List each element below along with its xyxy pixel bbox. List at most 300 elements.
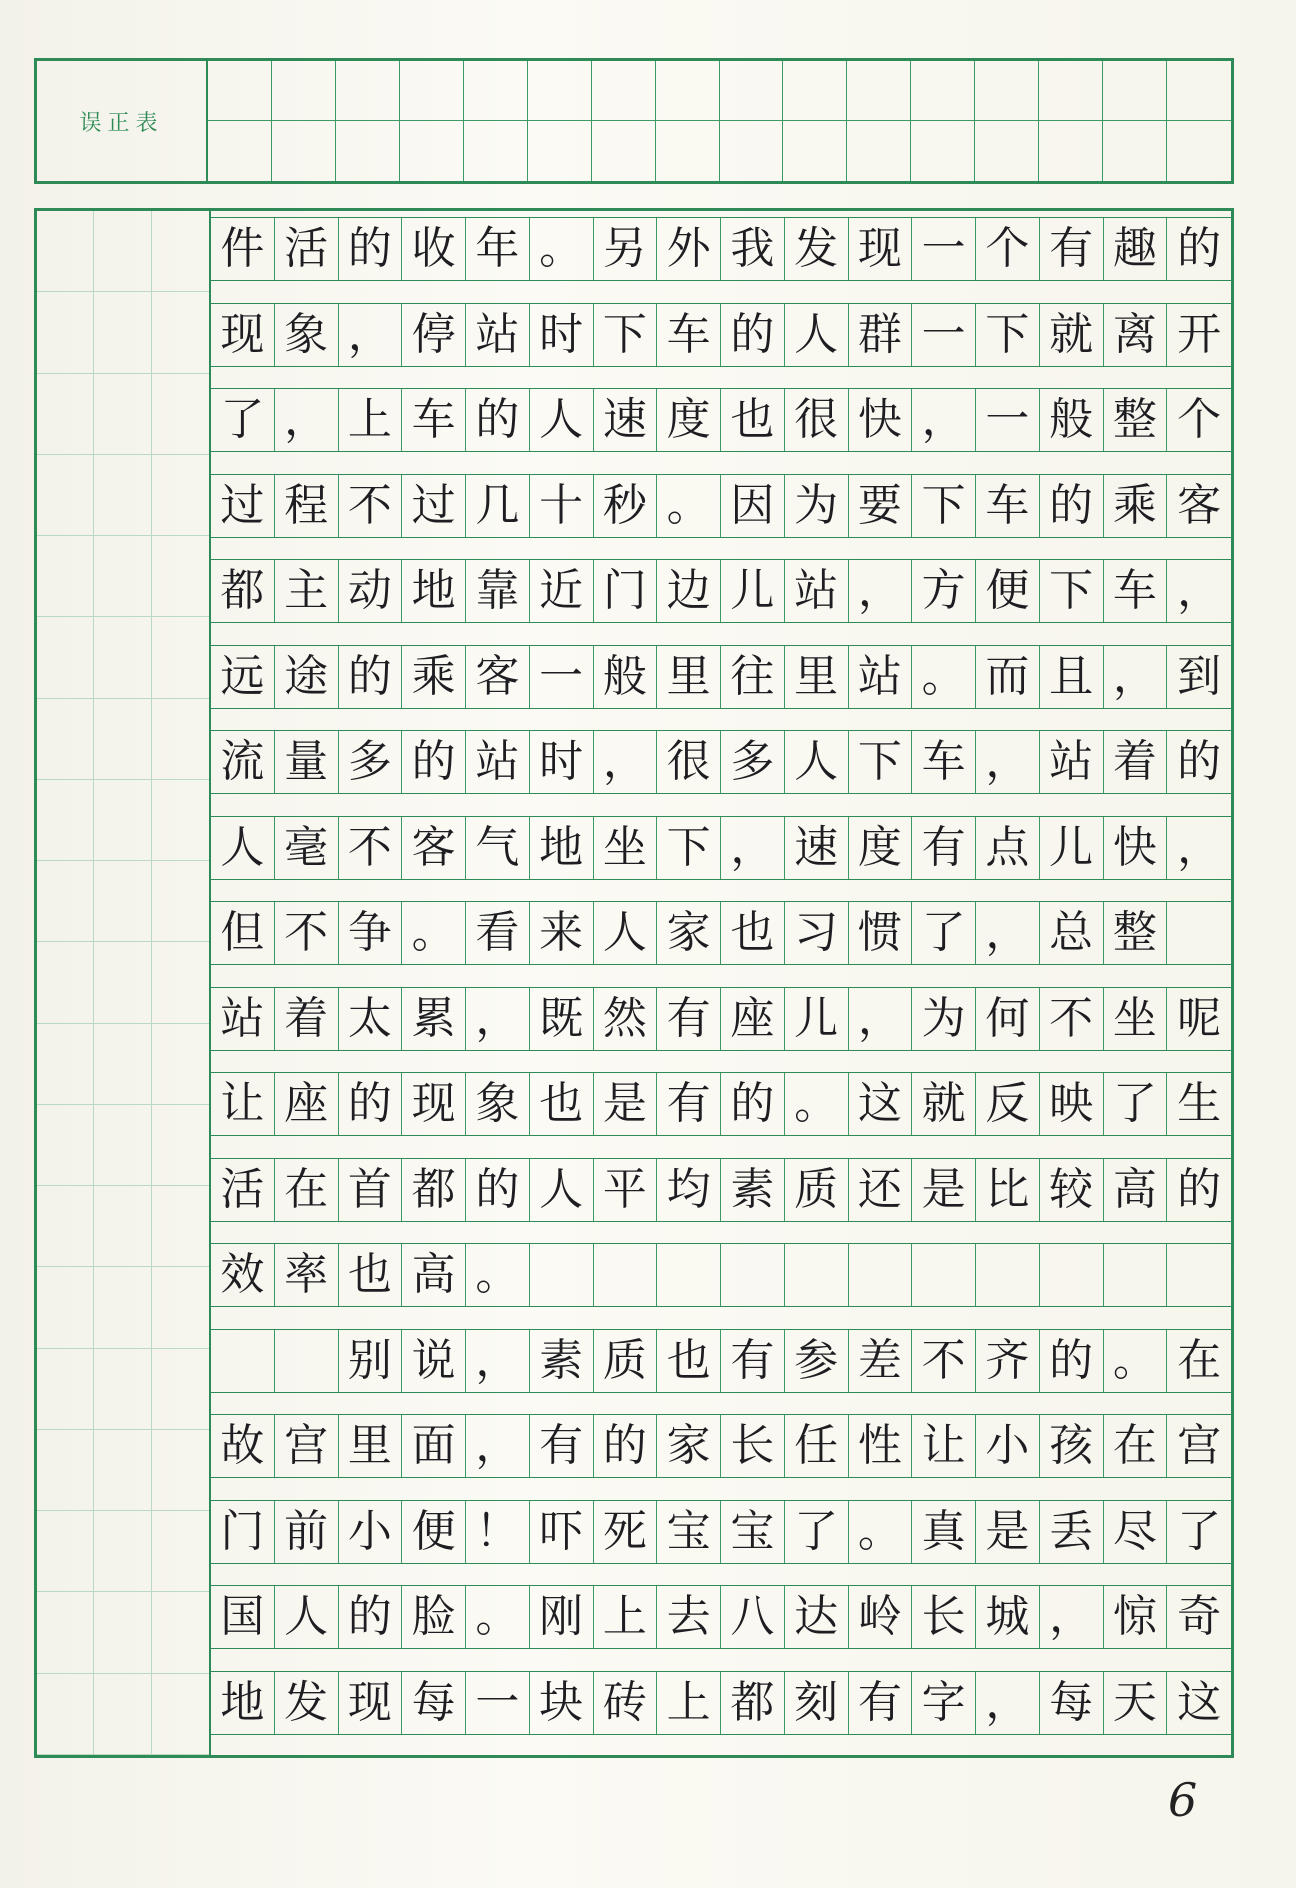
margin-cell	[152, 1024, 209, 1105]
character-cell: 的	[721, 304, 785, 366]
margin-cell	[152, 1349, 209, 1430]
character-cell: 习	[785, 902, 849, 964]
margin-cell	[152, 1105, 209, 1186]
character-cell: 车	[976, 475, 1040, 537]
character-cell: ！	[466, 1501, 530, 1563]
margin-cell	[37, 1105, 94, 1186]
character-cell: ，	[849, 988, 913, 1050]
character-cell: 发	[785, 218, 849, 280]
character-cell: 乘	[402, 646, 466, 708]
character-cell: 就	[912, 1073, 976, 1135]
margin-cell	[94, 1349, 151, 1430]
character-cell: 也	[657, 1330, 721, 1392]
character-cell: 这	[1177, 1676, 1222, 1728]
character-cell	[657, 1244, 721, 1306]
margin-cell	[37, 1024, 94, 1105]
margin-cell	[152, 292, 209, 373]
character-cell: 多	[339, 731, 403, 793]
character-cell: 现	[211, 304, 275, 366]
character-cell: 长	[721, 1415, 785, 1477]
character-cell: 为	[785, 475, 849, 537]
character-cell: 率	[275, 1244, 339, 1306]
character-cell: 客	[402, 817, 466, 879]
character-cell: 主	[275, 560, 339, 622]
character-cell: 不	[339, 817, 403, 879]
character-cell: ，	[466, 988, 530, 1050]
correction-cell	[272, 121, 336, 181]
character-cell: 门	[594, 560, 658, 622]
correction-table	[34, 58, 1234, 184]
character-cell: 速	[785, 817, 849, 879]
character-cell: 的	[339, 1073, 403, 1135]
margin-cell	[37, 292, 94, 373]
correction-cell	[336, 61, 400, 121]
character-cell: 齐	[976, 1330, 1040, 1392]
character-cell: 的	[1040, 475, 1104, 537]
character-cell: 下	[657, 817, 721, 879]
character-cell	[785, 1244, 849, 1306]
character-cell: ，	[1040, 1586, 1104, 1648]
character-cell: 门	[211, 1501, 275, 1563]
character-cell: 的	[402, 731, 466, 793]
character-cell: 差	[849, 1330, 913, 1392]
character-cell: 了	[785, 1501, 849, 1563]
character-cell: 快	[1104, 817, 1168, 879]
character-cell	[849, 1244, 913, 1306]
character-cell: 八	[721, 1586, 785, 1648]
character-cell: 很	[785, 389, 849, 451]
character-cell: ，	[721, 817, 785, 879]
character-cell: 下	[912, 475, 976, 537]
character-cell: 上	[339, 389, 403, 451]
character-cell: 的	[466, 1159, 530, 1221]
character-cell: 人	[275, 1586, 339, 1648]
character-cell: ，	[976, 1672, 1040, 1734]
margin-cell	[37, 1349, 94, 1430]
character-cell: 都	[211, 560, 275, 622]
character-cell: 量	[275, 731, 339, 793]
page-number: 6	[1168, 1773, 1198, 1827]
text-line	[211, 1243, 1231, 1307]
text-line	[211, 388, 1231, 452]
character-cell: 奇	[1177, 1591, 1222, 1642]
character-cell: 的	[1177, 736, 1222, 787]
writing-grid-frame	[34, 208, 1234, 1758]
character-cell: 下	[594, 304, 658, 366]
character-cell: 件	[211, 218, 275, 280]
correction-cell	[847, 61, 911, 121]
character-cell: 快	[849, 389, 913, 451]
character-cell: 效	[211, 1244, 275, 1306]
character-cell: 字	[912, 1672, 976, 1734]
character-cell: 都	[402, 1159, 466, 1221]
character-cell: 真	[912, 1501, 976, 1563]
character-cell: 度	[849, 817, 913, 879]
character-cell: 也	[721, 389, 785, 451]
character-cell: 人	[785, 304, 849, 366]
character-cell	[275, 1330, 339, 1392]
margin-cell	[94, 1592, 151, 1673]
margin-cell	[152, 780, 209, 861]
correction-cell	[528, 61, 592, 121]
character-cell	[1167, 1244, 1231, 1306]
character-cell: 里	[657, 646, 721, 708]
correction-cell	[720, 121, 784, 181]
text-line	[211, 901, 1231, 965]
character-cell: 收	[402, 218, 466, 280]
character-cell: 每	[402, 1672, 466, 1734]
character-cell: 里	[785, 646, 849, 708]
character-cell: 。	[530, 218, 594, 280]
character-cell: 过	[402, 475, 466, 537]
text-line	[211, 645, 1231, 709]
margin-cell	[37, 699, 94, 780]
margin-cell	[37, 780, 94, 861]
character-cell: 家	[657, 1415, 721, 1477]
character-cell: 离	[1104, 304, 1168, 366]
character-cell: 脸	[402, 1586, 466, 1648]
character-cell: 为	[912, 988, 976, 1050]
character-cell: 丢	[1040, 1501, 1104, 1563]
character-cell	[530, 1244, 594, 1306]
character-cell: 死	[594, 1501, 658, 1563]
correction-cell	[592, 121, 656, 181]
character-cell: 太	[339, 988, 403, 1050]
character-cell: 儿	[785, 988, 849, 1050]
margin-cell	[37, 1592, 94, 1673]
margin-cell	[37, 455, 94, 536]
character-cell: 首	[339, 1159, 403, 1221]
character-cell: 一	[530, 646, 594, 708]
character-cell: 生	[1177, 1078, 1222, 1129]
text-line	[211, 1414, 1231, 1478]
margin-cell	[37, 1674, 94, 1755]
text-line	[211, 987, 1231, 1051]
margin-cell	[37, 942, 94, 1023]
character-cell: 就	[1040, 304, 1104, 366]
character-cell: 现	[402, 1073, 466, 1135]
correction-cell	[656, 61, 720, 121]
character-cell: 有	[912, 817, 976, 879]
character-cell: 靠	[466, 560, 530, 622]
character-cell: 性	[849, 1415, 913, 1477]
character-cell: 天	[1104, 1672, 1168, 1734]
character-cell: 。	[785, 1073, 849, 1135]
correction-cell	[208, 61, 272, 121]
character-cell: 流	[211, 731, 275, 793]
character-cell: 家	[657, 902, 721, 964]
character-cell: 质	[785, 1159, 849, 1221]
character-cell: 这	[849, 1073, 913, 1135]
character-cell: 要	[849, 475, 913, 537]
character-cell: 途	[275, 646, 339, 708]
margin-cell	[152, 1592, 209, 1673]
character-cell: 都	[721, 1672, 785, 1734]
margin-cell	[37, 861, 94, 942]
character-cell: 的	[594, 1415, 658, 1477]
character-cell: 地	[402, 560, 466, 622]
margin-cell	[94, 1430, 151, 1511]
margin-cell	[37, 617, 94, 698]
character-cell: 。	[912, 646, 976, 708]
correction-cell	[783, 121, 847, 181]
character-cell: 城	[976, 1586, 1040, 1648]
character-cell	[721, 1244, 785, 1306]
character-cell: 宫	[275, 1415, 339, 1477]
character-cell: 另	[594, 218, 658, 280]
character-cell: 停	[402, 304, 466, 366]
character-cell: 站	[211, 988, 275, 1050]
character-cell: 多	[721, 731, 785, 793]
character-cell: 宝	[721, 1501, 785, 1563]
character-cell: 有	[530, 1415, 594, 1477]
margin-cell	[94, 861, 151, 942]
character-cell: 的	[1177, 223, 1222, 274]
character-cell: 然	[594, 988, 658, 1050]
character-cell: 现	[849, 218, 913, 280]
character-cell: 过	[211, 475, 275, 537]
character-cell: 儿	[1040, 817, 1104, 879]
character-cell: 映	[1040, 1073, 1104, 1135]
character-cell: 是	[594, 1073, 658, 1135]
character-cell: 里	[339, 1415, 403, 1477]
character-cell: 来	[530, 902, 594, 964]
character-cell: 毫	[275, 817, 339, 879]
text-line	[211, 303, 1231, 367]
correction-cell	[975, 121, 1039, 181]
margin-cell	[152, 1186, 209, 1267]
correction-cell	[1167, 61, 1231, 121]
margin-cell	[94, 942, 151, 1023]
character-cell: ，	[466, 1415, 530, 1477]
correction-cell	[911, 61, 975, 121]
character-cell: 车	[912, 731, 976, 793]
correction-cell	[208, 121, 272, 181]
character-cell: 任	[785, 1415, 849, 1477]
margin-cell	[152, 699, 209, 780]
character-cell: 刚	[530, 1586, 594, 1648]
character-cell: 开	[1177, 308, 1222, 360]
character-cell: 累	[402, 988, 466, 1050]
character-cell: 反	[976, 1073, 1040, 1135]
character-cell	[594, 1244, 658, 1306]
character-cell: 也	[530, 1073, 594, 1135]
character-cell: 下	[976, 304, 1040, 366]
character-cell: 有	[657, 1073, 721, 1135]
character-cell: 便	[976, 560, 1040, 622]
margin-cell	[152, 861, 209, 942]
margin-cell	[37, 1186, 94, 1267]
correction-cell	[1103, 61, 1167, 121]
character-cell: 总	[1040, 902, 1104, 964]
correction-cell	[911, 121, 975, 181]
text-line	[211, 1329, 1231, 1393]
character-cell: 活	[211, 1159, 275, 1221]
character-cell: 象	[275, 304, 339, 366]
margin-cell	[94, 455, 151, 536]
character-cell: 有	[849, 1672, 913, 1734]
character-cell: 。	[849, 1501, 913, 1563]
character-cell: 人	[211, 817, 275, 879]
writing-area	[211, 211, 1231, 1755]
margin-cell	[152, 617, 209, 698]
character-cell: 且	[1040, 646, 1104, 708]
character-cell: 也	[339, 1244, 403, 1306]
character-cell: 块	[530, 1672, 594, 1734]
character-cell: 素	[530, 1330, 594, 1392]
character-cell: 每	[1040, 1672, 1104, 1734]
text-line	[211, 1072, 1231, 1136]
text-line	[211, 730, 1231, 794]
character-cell: ，	[1177, 565, 1222, 616]
character-cell: 因	[721, 475, 785, 537]
character-cell: 了	[1177, 1505, 1222, 1557]
character-cell: 的	[1040, 1330, 1104, 1392]
character-cell: 客	[466, 646, 530, 708]
correction-cell	[336, 121, 400, 181]
character-cell	[1040, 1244, 1104, 1306]
margin-cell	[94, 1511, 151, 1592]
character-cell: 站	[849, 646, 913, 708]
character-cell: 下	[1040, 560, 1104, 622]
text-line	[211, 816, 1231, 880]
character-cell: 尽	[1104, 1501, 1168, 1563]
character-cell: 了	[211, 389, 275, 451]
character-cell: 边	[657, 560, 721, 622]
character-cell: 下	[849, 731, 913, 793]
character-cell: 上	[657, 1672, 721, 1734]
character-cell: 惊	[1104, 1586, 1168, 1648]
margin-cell	[152, 211, 209, 292]
correction-cell	[720, 61, 784, 121]
character-cell: 平	[594, 1159, 658, 1221]
character-cell: 个	[976, 218, 1040, 280]
character-cell: ，	[339, 304, 403, 366]
character-cell: 时	[530, 731, 594, 793]
character-cell: 年	[466, 218, 530, 280]
character-cell: 是	[976, 1501, 1040, 1563]
character-cell	[912, 1244, 976, 1306]
margin-cell	[152, 942, 209, 1023]
character-cell: 活	[275, 218, 339, 280]
character-cell: 动	[339, 560, 403, 622]
character-cell: 速	[594, 389, 658, 451]
character-cell: ，	[976, 902, 1040, 964]
correction-cell	[464, 61, 528, 121]
character-cell: 车	[1104, 560, 1168, 622]
character-cell: 长	[912, 1586, 976, 1648]
character-cell: 在	[1104, 1415, 1168, 1477]
character-cell: 一	[912, 218, 976, 280]
correction-cell	[528, 121, 592, 181]
character-cell: 发	[275, 1672, 339, 1734]
character-cell: 般	[594, 646, 658, 708]
character-cell: 既	[530, 988, 594, 1050]
character-cell: 前	[275, 1501, 339, 1563]
character-cell: 人	[594, 902, 658, 964]
character-cell: 有	[721, 1330, 785, 1392]
character-cell: 站	[466, 731, 530, 793]
character-cell: ，	[1177, 821, 1222, 873]
character-cell: 是	[912, 1159, 976, 1221]
character-cell: 地	[530, 817, 594, 879]
character-cell: 的	[339, 1586, 403, 1648]
character-cell: 秒	[594, 475, 658, 537]
text-line	[211, 1500, 1231, 1564]
character-cell: 座	[275, 1073, 339, 1135]
correction-cell	[1039, 121, 1103, 181]
character-cell: ，	[912, 389, 976, 451]
character-cell: 乘	[1104, 475, 1168, 537]
margin-cell	[152, 1430, 209, 1511]
text-line	[211, 217, 1231, 281]
character-cell: 让	[912, 1415, 976, 1477]
character-cell: 看	[466, 902, 530, 964]
margin-cell	[37, 1430, 94, 1511]
character-cell: ，	[275, 389, 339, 451]
character-cell: 砖	[594, 1672, 658, 1734]
character-cell: 的	[466, 389, 530, 451]
character-cell: 在	[1177, 1334, 1222, 1386]
character-cell: 人	[530, 389, 594, 451]
character-cell: 。	[1104, 1330, 1168, 1392]
character-cell: 去	[657, 1586, 721, 1648]
character-cell: 呢	[1177, 992, 1222, 1044]
correction-cell	[272, 61, 336, 121]
correction-cell	[656, 121, 720, 181]
character-cell: 刻	[785, 1672, 849, 1734]
character-cell: 的	[339, 218, 403, 280]
character-cell: 何	[976, 988, 1040, 1050]
character-cell: 不	[912, 1330, 976, 1392]
character-cell: 小	[976, 1415, 1040, 1477]
character-cell: 方	[912, 560, 976, 622]
character-cell: 让	[211, 1073, 275, 1135]
character-cell: 近	[530, 560, 594, 622]
character-cell: 人	[785, 731, 849, 793]
correction-table-grid	[208, 61, 1231, 181]
character-cell: 坐	[594, 817, 658, 879]
text-line	[211, 1585, 1231, 1649]
margin-cell	[37, 536, 94, 617]
character-cell: 说	[402, 1330, 466, 1392]
margin-cell	[94, 1674, 151, 1755]
character-cell: 儿	[721, 560, 785, 622]
character-cell: 质	[594, 1330, 658, 1392]
margin-cell	[94, 1186, 151, 1267]
correction-cell	[464, 121, 528, 181]
character-cell: 便	[402, 1501, 466, 1563]
character-cell: 也	[721, 902, 785, 964]
character-cell: 我	[721, 218, 785, 280]
character-cell: 惯	[849, 902, 913, 964]
character-cell: 一	[912, 304, 976, 366]
character-cell: 。	[466, 1244, 530, 1306]
margin-cell	[94, 780, 151, 861]
character-cell: 往	[721, 646, 785, 708]
character-cell: 国	[211, 1586, 275, 1648]
character-cell: ，	[594, 731, 658, 793]
character-cell: 外	[657, 218, 721, 280]
character-cell: 象	[466, 1073, 530, 1135]
character-cell: 趣	[1104, 218, 1168, 280]
character-cell: 上	[594, 1586, 658, 1648]
character-cell: 达	[785, 1586, 849, 1648]
margin-cell	[94, 292, 151, 373]
margin-cell	[94, 374, 151, 455]
margin-cell	[37, 374, 94, 455]
margin-cell	[152, 374, 209, 455]
